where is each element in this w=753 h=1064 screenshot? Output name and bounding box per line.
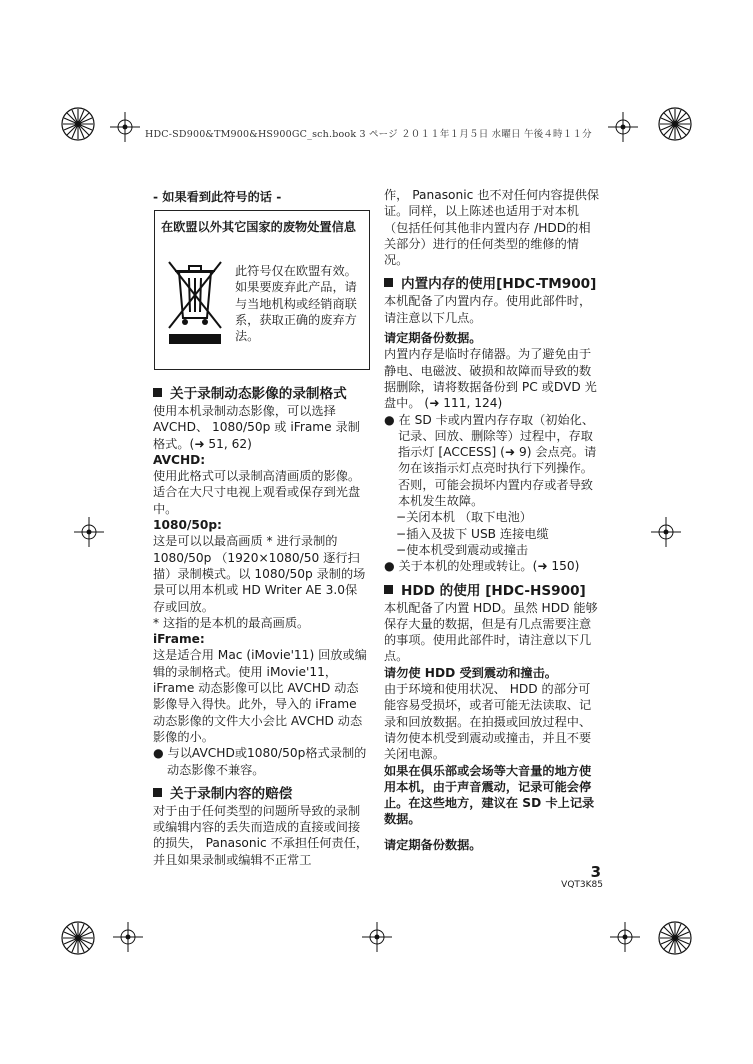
iframe-label: iFrame: xyxy=(153,632,205,647)
crosshair-mark-bottom-left xyxy=(113,922,143,952)
square-bullet-icon xyxy=(153,388,162,397)
backup-reminder-2: 请定期备份数据。 xyxy=(384,837,482,852)
weee-disposal-box xyxy=(154,210,370,370)
square-bullet-icon xyxy=(384,585,393,594)
square-bullet-icon xyxy=(384,278,393,287)
eu-only-line: 此符号仅在欧盟有效。 xyxy=(235,264,357,278)
1080p-text: 这是可以以最高画质 * 进行录制的1080/50p （1920×1080/50 逐行扫描）录制模式。以 1080/50p 录制的场景可以用本机或 HD Writer AE 3.0保存或回放。 xyxy=(153,534,366,614)
left-column-body xyxy=(153,378,369,868)
crosshair-mark-mid-left xyxy=(74,517,104,547)
hdd-shock-text: 由于环境和使用状况、 HDD 的部分可能容易受损坏，或者可能无法读取、记录和回放数据。在拍摄或回放过程中、请勿使本机受到震动或撞击，并且不要关闭电源。 xyxy=(384,682,592,762)
avchd-label: AVCHD: xyxy=(153,452,206,467)
crosshair-mark-top-right xyxy=(608,112,638,142)
intro-line: - 如果看到此符号的话 - xyxy=(153,190,282,204)
registration-sunburst-bottom-left xyxy=(60,920,96,956)
avchd-text: 使用此格式可以录制高清画质的影像。适合在大尺寸电视上观看或保存到光盘中。 xyxy=(153,469,361,516)
registration-sunburst-top-left xyxy=(60,106,96,142)
iframe-text: 这是适合用 Mac (iMovie'11) 回放或编辑的录制格式。使用 iMovie'11，iFrame 动态影像可以比 AVCHD 动态影像导入得快。此外，导入的 iFrame 动态影像的文件大小会比 AVCHD 动态影像的小。 xyxy=(153,648,367,744)
hdd-shock-warning-title: 请勿使 HDD 受到震动和撞击。 xyxy=(384,665,557,680)
backup-reminder-1: 请定期备份数据。 xyxy=(384,331,482,346)
section-title-recording-format: 关于录制动态影像的录制格式 xyxy=(153,385,369,403)
document-code: VQT3K85 xyxy=(561,880,603,890)
disposal-box-text xyxy=(235,263,365,344)
section-title-compensation: 关于录制内容的赔偿 xyxy=(153,785,369,803)
loud-venue-warning: 如果在俱乐部或会场等大音量的地方使用本机，由于声音震动，记录可能会停止。在这些地方，建议在 SD 卡上记录数据。 xyxy=(384,763,595,827)
right-column xyxy=(384,187,600,853)
prohibited-action-3: −使本机受到震动或撞击 xyxy=(396,542,529,557)
section-title-built-in-memory: 内置内存的使用[HDC-TM900] xyxy=(384,275,600,293)
registration-sunburst-top-right xyxy=(657,106,693,142)
recording-format-text: 使用本机录制动态影像，可以选择AVCHD、 1080/50p 或 iFrame 录制格式。(➜ 51, 62) xyxy=(153,404,360,451)
prohibited-action-1: −关闭本机 （取下电池） xyxy=(396,510,532,525)
built-in-memory-text: 本机配备了内置内存。使用此部件时，请注意以下几点。 xyxy=(384,294,592,325)
section-title-hdd: HDD 的使用 [HDC-HS900] xyxy=(384,582,600,600)
crosshair-mark-mid-right xyxy=(651,517,681,547)
1080p-footnote: * 这指的是本机的最高画质。 xyxy=(153,615,310,630)
1080p-label: 1080/50p: xyxy=(153,518,222,533)
crosshair-mark-top-left xyxy=(110,112,140,142)
compatibility-bullet: ● 与以AVCHD或1080/50p格式录制的动态影像不兼容。 xyxy=(153,746,367,777)
compensation-continued: 作， Panasonic 也不对任何内容提供保证。同样，以上陈述也适用于对本机 （包括任何其他非内置内存 /HDD的相关部分）进行的任何类型的维修的情况。 xyxy=(384,188,600,268)
disposal-box-title: 在欧盟以外其它国家的废物处置信息 xyxy=(161,220,356,234)
access-lamp-bullet: ● 在 SD 卡或内置内存存取（初始化、记录、回放、删除等）过程中，存取指示灯 [ACCESS] (➜ 9) 会点亮。请勿在该指示灯点亮时执行下列操作。否则，可能会损坏内置内存或者导致本机发生故障。 xyxy=(384,412,597,509)
file-info-header: HDC-SD900&TM900&HS900GC_sch.book 3 ページ ２０１１年１月５日 水曜日 午後４時１１分 xyxy=(145,129,592,140)
prohibited-action-2: −插入及拔下 USB 连接电缆 xyxy=(396,526,549,541)
disposal-instruction: 如果要废弃此产品，请与当地机构或经销商联系，获取正确的废弃方法。 xyxy=(235,280,357,344)
page-number: 3 xyxy=(590,863,601,881)
disposal-transfer-bullet: ● 关于本机的处理或转让。(➜ 150) xyxy=(384,559,580,574)
compensation-text: 对于由于任何类型的问题所导致的录制或编辑内容的丢失而造成的直接或间接的损失， Panasonic 不承担任何责任，并且如果录制或编辑不正常工 xyxy=(153,803,369,867)
crosshair-mark-bottom-right xyxy=(610,922,640,952)
built-in-memory-backup-text: 内置内存是临时存储器。为了避免由于静电、电磁波、破损和故障而导致的数据删除，请将数据备份到 PC 或DVD 光盘中。 (➜ 111, 124) xyxy=(384,347,597,411)
crosshair-mark-bottom-center xyxy=(362,922,392,952)
registration-sunburst-bottom-right xyxy=(657,920,693,956)
left-column xyxy=(153,189,369,205)
hdd-text: 本机配备了内置 HDD。虽然 HDD 能够保存大量的数据，但是有几点需要注意的事项。使用此部件时，请注意以下几点。 xyxy=(384,600,598,664)
crossed-bin-icon xyxy=(165,256,225,346)
square-bullet-icon xyxy=(153,788,162,797)
